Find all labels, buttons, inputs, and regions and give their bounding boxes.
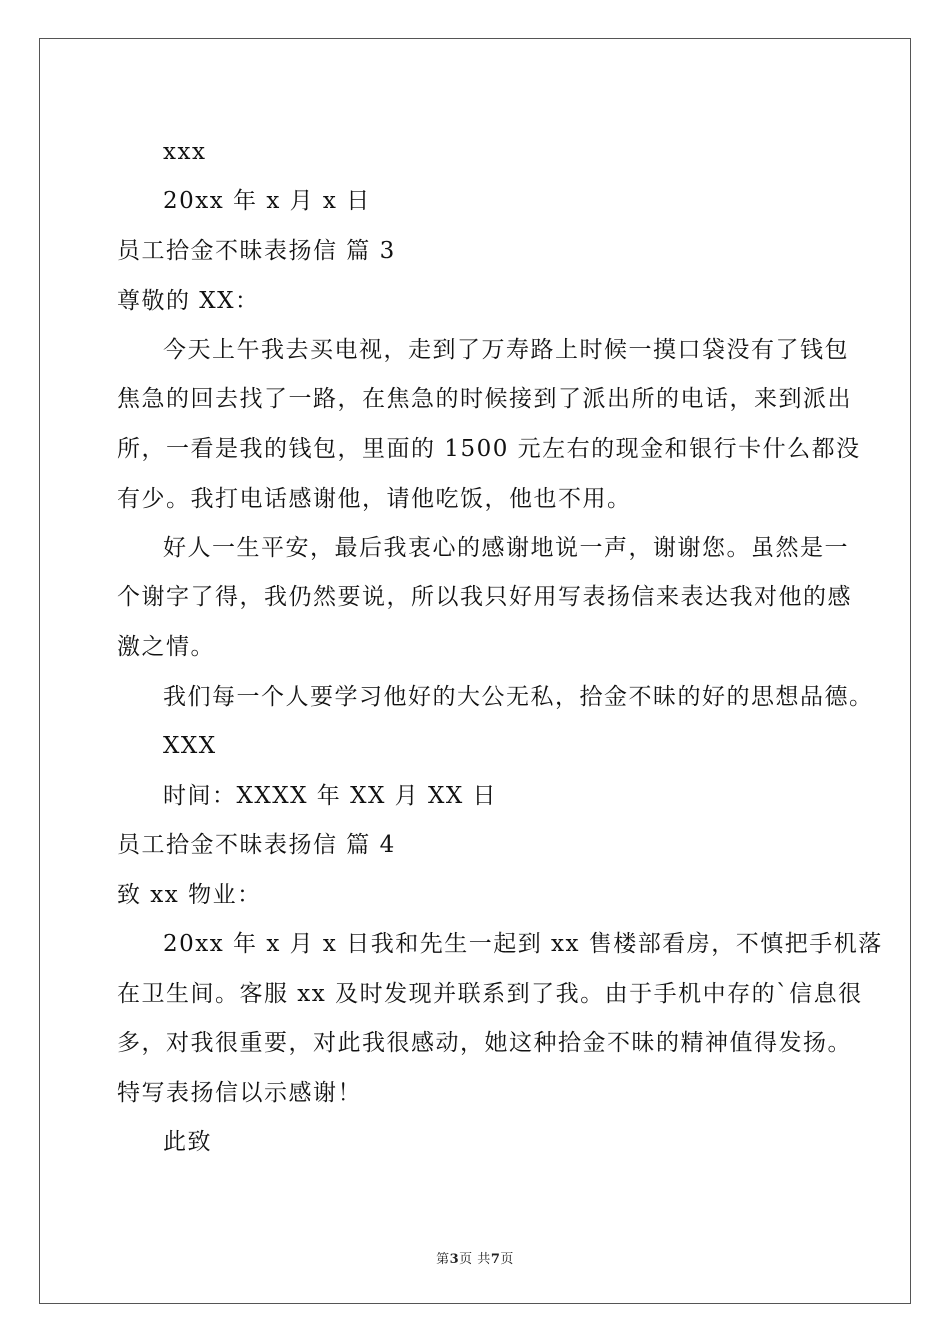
paragraph-line: 有少。我打电话感谢他，请他吃饭，他也不用。 bbox=[117, 486, 632, 512]
salutation: 致 xx 物业： bbox=[117, 882, 262, 908]
section-heading: 员工拾金不昧表扬信 篇 4 bbox=[117, 832, 396, 858]
paragraph-line: 在卫生间。客服 xx 及时发现并联系到了我。由于手机中存的`信息很 bbox=[117, 981, 863, 1007]
section-heading: 员工拾金不昧表扬信 篇 3 bbox=[117, 238, 396, 264]
paragraph-line: 个谢字了得，我仍然要说，所以我只好用写表扬信来表达我对他的感 bbox=[117, 584, 852, 610]
footer-suffix: 页 bbox=[500, 1252, 514, 1267]
page-footer bbox=[0, 1248, 950, 1267]
paragraph-line: 所，一看是我的钱包，里面的 1500 元左右的现金和银行卡什么都没 bbox=[117, 436, 861, 462]
paragraph-line: 好人一生平安，最后我衷心的感谢地说一声，谢谢您。虽然是一 bbox=[163, 535, 849, 561]
total-page-count: 7 bbox=[490, 1252, 501, 1267]
closing-line: 此致 bbox=[163, 1129, 212, 1155]
signature-line: XXX bbox=[163, 733, 217, 759]
paragraph-line: 多，对我很重要，对此我很感动，她这种拾金不昧的精神值得发扬。 bbox=[117, 1030, 852, 1056]
date-line: 20xx 年 x 月 x 日 bbox=[163, 188, 371, 214]
current-page-number: 3 bbox=[449, 1252, 460, 1267]
page-border bbox=[39, 38, 911, 1304]
paragraph-line: 20xx 年 x 月 x 日我和先生一起到 xx 售楼部看房，不慎把手机落 bbox=[163, 931, 883, 957]
paragraph-line: 特写表扬信以示感谢！ bbox=[117, 1080, 362, 1106]
paragraph-line: 我们每一个人要学习他好的大公无私，拾金不昧的好的思想品德。 bbox=[163, 684, 874, 710]
paragraph-line: 激之情。 bbox=[117, 634, 215, 660]
footer-middle: 页 共 bbox=[459, 1252, 491, 1267]
signature-line: xxx bbox=[163, 139, 207, 165]
date-line: 时间：XXXX 年 XX 月 XX 日 bbox=[163, 783, 498, 809]
paragraph-line: 焦急的回去找了一路，在焦急的时候接到了派出所的电话，来到派出 bbox=[117, 386, 852, 412]
salutation: 尊敬的 XX： bbox=[117, 288, 260, 314]
footer-prefix: 第 bbox=[436, 1252, 450, 1267]
paragraph-line: 今天上午我去买电视，走到了万寿路上时候一摸口袋没有了钱包 bbox=[163, 337, 849, 363]
